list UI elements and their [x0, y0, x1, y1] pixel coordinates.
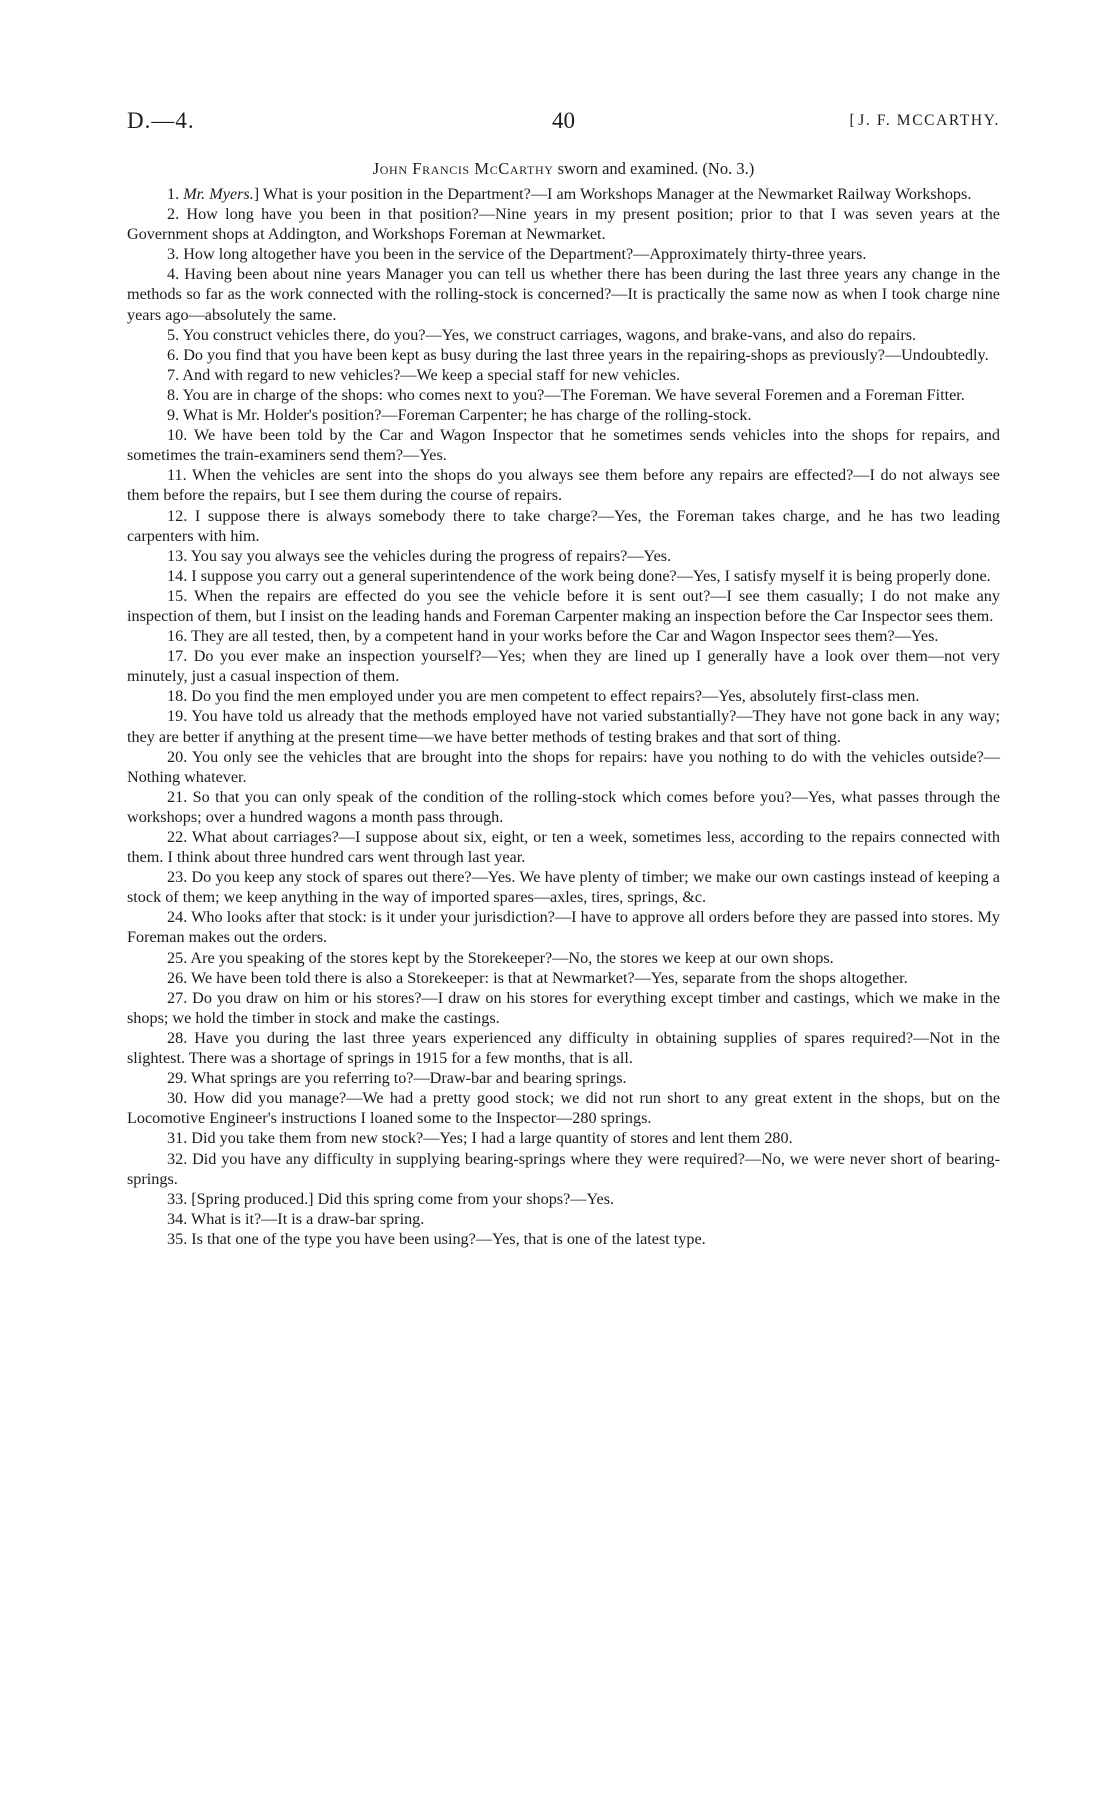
- question-answer-text: How long have you been in that position?—Nine years in my present position; prior to that I was seven years at the Government shops at Addington, and Workshops Foreman at Newmarket.: [127, 205, 1000, 244]
- question-answer-text: And with regard to new vehicles?—We keep a special staff for new vehicles.: [182, 365, 681, 384]
- testimony-paragraph: [127, 204, 1000, 244]
- question-answer-text: Do you find that you have been kept as busy during the last three years in the repairing-shops as previously?—Undoubtedly.: [183, 345, 989, 364]
- testimony-body: [127, 184, 1000, 1249]
- question-number: 3.: [167, 245, 180, 264]
- question-answer-text: Are you speaking of the stores kept by the Storekeeper?—No, the stores we keep at our own shops.: [190, 948, 834, 967]
- question-number: 24.: [167, 908, 188, 927]
- testimony-paragraph: [127, 184, 1000, 204]
- question-answer-text: Do you ever make an inspection yourself?—Yes; when they are lined up I generally have a look over them—not very minutely, just a casual inspection of them.: [127, 647, 1000, 686]
- question-answer-text: You are in charge of the shops: who comes next to you?—The Foreman. We have several Foremen and a Foreman Fitter.: [182, 385, 965, 404]
- question-number: 7.: [167, 365, 180, 384]
- question-number: 22.: [167, 828, 188, 846]
- testimony-paragraph: [127, 566, 1000, 586]
- question-number: 13.: [167, 546, 188, 565]
- testimony-paragraph: [127, 787, 1000, 827]
- question-answer-text: When the repairs are effected do you see the vehicle before it is sent out?—I see them casually; I do not make any inspection of them, but I insist on the leading hands and Foreman Carpenter making an inspection before the Car Inspector sees them.: [127, 586, 1000, 625]
- witness-heading-rest: sworn and examined. (No. 3.): [557, 159, 755, 178]
- speaker-name: Mr. Myers.: [183, 185, 254, 203]
- testimony-paragraph: [127, 747, 1000, 787]
- question-answer-text: How long altogether have you been in the service of the Department?—Approximately thirty-three years.: [183, 245, 867, 264]
- question-answer-text: Having been about nine years Manager you can tell us whether there has been during the last three years any change in the methods so far as the work connected with the rolling-stock is concerned?—It is practically the same now as when I took charge nine years ago—absolutely the same.: [127, 265, 1001, 324]
- testimony-paragraph: [127, 1209, 1000, 1229]
- question-number: 26.: [167, 968, 188, 987]
- question-answer-text: What is Mr. Holder's position?—Foreman Carpenter; he has charge of the rolling-stock.: [182, 406, 752, 425]
- testimony-paragraph: [127, 1128, 1000, 1148]
- question-answer-text: Do you find the men employed under you are men competent to effect repairs?—Yes, absolutely first-class men.: [191, 687, 920, 706]
- question-answer-text: ] What is your position in the Department?—I am Workshops Manager at the Newmarket Railway Workshops.: [253, 185, 972, 203]
- question-answer-text: Is that one of the type you have been using?—Yes, that is one of the latest type.: [191, 1229, 706, 1248]
- question-number: 5.: [167, 325, 180, 344]
- question-answer-text: You say you always see the vehicles during the progress of repairs?—Yes.: [190, 546, 672, 565]
- testimony-paragraph: [127, 706, 1000, 746]
- testimony-paragraph: [127, 385, 1000, 405]
- question-number: 6.: [167, 345, 180, 364]
- question-number: 30.: [167, 1089, 188, 1108]
- question-number: 14.: [167, 566, 188, 585]
- testimony-paragraph: [127, 626, 1000, 646]
- question-answer-text: I suppose you carry out a general superintendence of the work being done?—Yes, I satisfy myself it is being properly done.: [191, 566, 991, 585]
- testimony-paragraph: [127, 1189, 1000, 1209]
- question-answer-text: What about carriages?—I suppose about six, eight, or ten a week, sometimes less, according to the repairs connected with them. I think about three hundred cars went through last year.: [127, 828, 1000, 867]
- testimony-paragraph: [127, 1028, 1000, 1068]
- question-answer-text: Have you during the last three years experienced any difficulty in obtaining supplies of spares required?—Not in the slightest. There was a shortage of springs in 1915 for a few months, that is all.: [127, 1028, 1000, 1068]
- testimony-paragraph: [127, 365, 1000, 385]
- testimony-paragraph: [127, 506, 1000, 546]
- testimony-paragraph: [127, 325, 1000, 345]
- question-number: 17.: [167, 647, 188, 666]
- testimony-paragraph: [127, 1068, 1000, 1088]
- question-answer-text: Who looks after that stock: is it under your jurisdiction?—I have to approve all orders before they are passed into stores. My Foreman makes out the orders.: [127, 908, 1000, 947]
- testimony-paragraph: [127, 1229, 1000, 1249]
- testimony-paragraph: [127, 586, 1000, 626]
- question-answer-text: What springs are you referring to?—Draw-bar and bearing springs.: [191, 1069, 627, 1088]
- question-number: 32.: [167, 1149, 188, 1168]
- question-answer-text: What is it?—It is a draw-bar spring.: [191, 1209, 425, 1228]
- question-answer-text: You only see the vehicles that are brought into the shops for repairs: have you nothing to do with the vehicles outside?—Nothing whatever.: [127, 747, 1000, 786]
- page-header: [127, 108, 1000, 142]
- testimony-paragraph: [127, 1088, 1000, 1128]
- question-answer-text: I suppose there is always somebody there to take charge?—Yes, the Foreman takes charge, and he has two leading carpenters with him.: [127, 506, 1001, 545]
- question-number: 31.: [167, 1129, 188, 1148]
- testimony-paragraph: [127, 405, 1000, 425]
- testimony-paragraph: [127, 465, 1000, 505]
- running-head-name: J. F. MCCARTHY.: [858, 112, 1000, 129]
- testimony-paragraph: [127, 425, 1000, 465]
- question-answer-text: So that you can only speak of the condition of the rolling-stock which comes before you?—Yes, what passes through the workshops; over a hundred wagons a month pass through.: [127, 787, 1001, 826]
- question-number: 34.: [167, 1209, 188, 1228]
- testimony-paragraph: [127, 646, 1000, 686]
- testimony-paragraph: [127, 948, 1000, 968]
- question-answer-text: How did you manage?—We had a pretty good stock; we did not run short to any great extent in the shops, but on the Locomotive Engineer's instructions I loaned some to the Inspector—280 springs.: [127, 1089, 1000, 1128]
- question-answer-text: You have told us already that the methods employed have not varied substantially?—They have not gone back in any way; they are better if anything at the present time—we have better methods of testing brakes and that sort of thing.: [127, 707, 1000, 746]
- witness-name: John Francis McCarthy: [372, 159, 554, 178]
- testimony-paragraph: [127, 988, 1000, 1028]
- question-answer-text: You construct vehicles there, do you?—Yes, we construct carriages, wagons, and brake-vans, and also do repairs.: [182, 325, 917, 344]
- testimony-paragraph: [127, 264, 1000, 324]
- question-number: 20.: [167, 747, 188, 766]
- question-number: 8.: [167, 385, 180, 404]
- testimony-paragraph: [127, 244, 1000, 264]
- question-number: 25.: [167, 948, 188, 967]
- question-number: 10.: [167, 426, 188, 445]
- testimony-paragraph: [127, 827, 1000, 867]
- question-number: 16.: [167, 627, 188, 646]
- question-number: 27.: [167, 988, 188, 1007]
- testimony-paragraph: [127, 968, 1000, 988]
- question-number: 33.: [167, 1189, 188, 1208]
- question-number: 12.: [167, 506, 188, 525]
- question-number: 23.: [167, 868, 188, 887]
- testimony-paragraph: [127, 1149, 1000, 1189]
- testimony-paragraph: [127, 546, 1000, 566]
- question-number: 21.: [167, 787, 188, 806]
- question-number: 29.: [167, 1069, 188, 1088]
- witness-heading: [127, 159, 1000, 179]
- question-answer-text: Do you draw on him or his stores?—I draw on his stores for everything except timber and castings, which we make in the shops; we hold the timber in stock and make the castings.: [127, 988, 1000, 1027]
- question-number: 11.: [167, 466, 187, 485]
- question-number: 2.: [167, 205, 180, 224]
- question-answer-text: Do you keep any stock of spares out there?—Yes. We have plenty of timber; we make our own castings instead of keeping a stock of them; we keep anything in the way of imported spares—axles, tires, springs, &c.: [127, 868, 1000, 907]
- question-number: 18.: [167, 687, 188, 706]
- question-number: 4.: [167, 265, 180, 284]
- question-answer-text: Did you take them from new stock?—Yes; I had a large quantity of stores and lent them 280.: [191, 1129, 793, 1148]
- testimony-paragraph: [127, 867, 1000, 907]
- question-number: 1.: [167, 185, 180, 203]
- series-reference: D.—4.: [127, 108, 195, 133]
- running-head: [850, 112, 1000, 130]
- question-number: 15.: [167, 586, 188, 605]
- question-answer-text: They are all tested, then, by a competent hand in your works before the Car and Wagon Inspector sees them?—Yes.: [191, 627, 939, 646]
- testimony-paragraph: [127, 345, 1000, 365]
- question-answer-text: Did you have any difficulty in supplying bearing-springs where they were required?—No, we were never short of bearing-springs.: [127, 1149, 1001, 1188]
- page-number: 40: [552, 108, 575, 133]
- question-number: 35.: [167, 1229, 188, 1248]
- running-head-bracket: [: [849, 112, 857, 129]
- question-answer-text: We have been told by the Car and Wagon Inspector that he sometimes sends vehicles into the shops for repairs, and sometimes the train-examiners send them?—Yes.: [127, 426, 1000, 465]
- testimony-paragraph: [127, 686, 1000, 706]
- testimony-paragraph: [127, 907, 1000, 947]
- question-number: 19.: [167, 707, 188, 726]
- question-number: 28.: [167, 1028, 188, 1047]
- question-number: 9.: [167, 406, 180, 425]
- question-answer-text: When the vehicles are sent into the shops do you always see them before any repairs are effected?—I do not always see them before the repairs, but I see them during the course of repairs.: [127, 466, 1000, 505]
- question-answer-text: [Spring produced.] Did this spring come from your shops?—Yes.: [191, 1189, 615, 1208]
- question-answer-text: We have been told there is also a Storekeeper: is that at Newmarket?—Yes, separate from the shops altogether.: [191, 968, 908, 987]
